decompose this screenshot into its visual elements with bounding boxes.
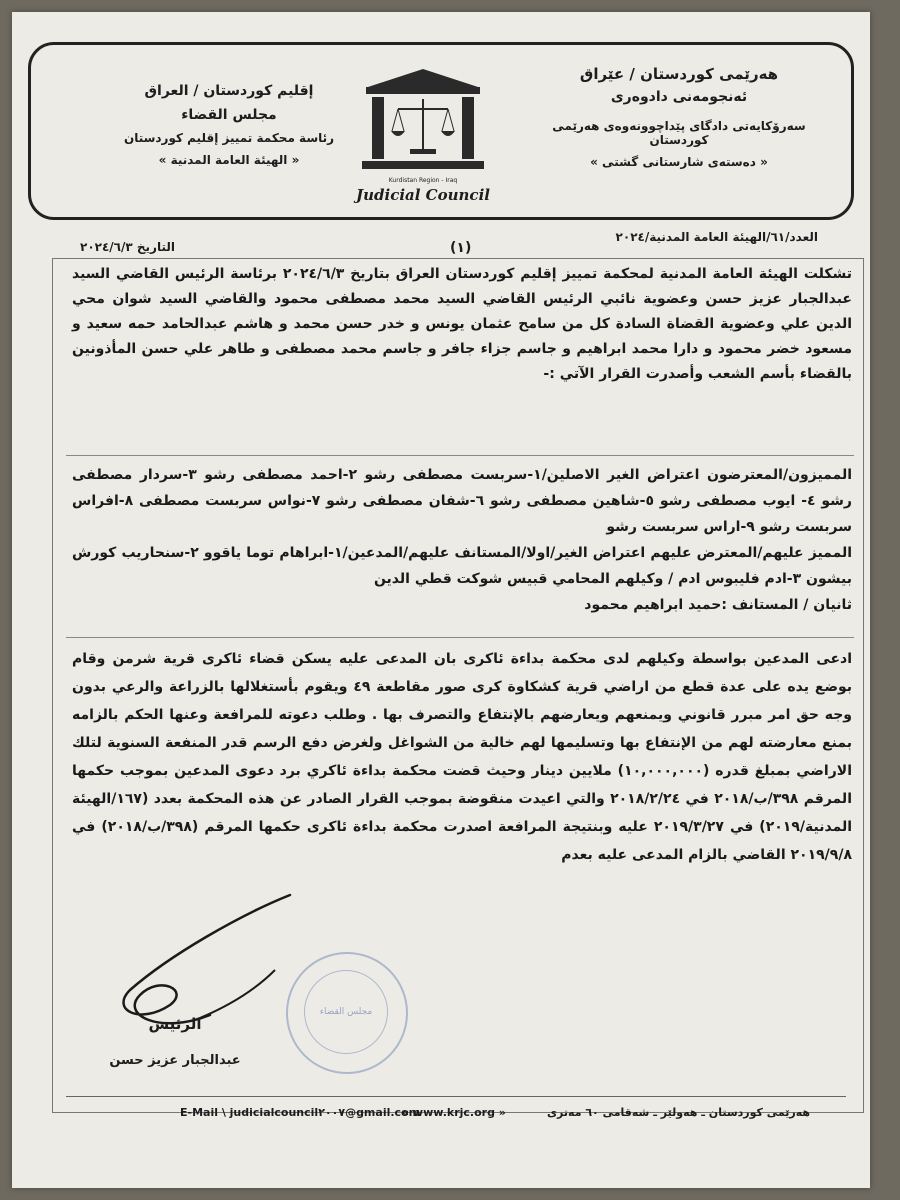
footer-address: هەرێمی کوردستان ـ هەولێر ـ شەقامی ٦٠ مەتری: [546, 1106, 810, 1119]
signer-block: [100, 1015, 250, 1068]
divider: [66, 455, 854, 456]
emblem-region-text: Kurdistan Region - Iraq: [388, 177, 458, 184]
arabic-council-title: مجلس القضاء: [181, 107, 277, 123]
kurdish-council-title: ئەنجومەنی دادوەری: [610, 89, 748, 105]
letterhead-kurdish: [529, 59, 829, 169]
footer-divider: [66, 1096, 846, 1097]
page-number: (١): [450, 240, 472, 256]
arabic-court-title: رئاسة محكمة تمييز إقليم كوردستان: [123, 131, 335, 145]
footer-website: « www.krjc.org »: [402, 1106, 506, 1119]
respondents-text: المميز عليهم/المعترض عليهم اعتراض الغير/اولا/المستانف عليهم/المدعين/١-ابراهام توما ياقوو ٢-سنحاريب كورش بيشون ٣-ادم فليبوس ادم / وكيلهم المحامي قبيس شوكت قطي الدين: [72, 545, 853, 587]
court-stamp: [286, 952, 408, 1074]
kurdish-court-title: سەرۆکایەتی دادگای پێداچوونەوەی هەرێمی کوردستان: [552, 119, 806, 147]
signer-name: عبدالجبار عزيز حسن: [109, 1053, 241, 1068]
divider: [66, 637, 854, 638]
kurdish-panel-title: « دەستەی شارستانی گشتی »: [590, 155, 768, 169]
courthouse-icon: [358, 65, 488, 175]
letterhead: [28, 42, 854, 220]
kurdish-region-title: هەرێمی کوردستان / عێراق: [579, 65, 779, 83]
judicial-council-emblem: [338, 65, 508, 215]
footer: [150, 1106, 850, 1126]
paragraph-claim: [72, 645, 852, 869]
second-appellant-text: ثانيان / المستانف :حميد ابراهيم محمود: [584, 597, 852, 613]
document-date: التاريخ ٢٠٢٤/٦/٣: [80, 240, 175, 254]
reference-number: العدد/٦١/الهيئة العامة المدنية/٢٠٢٤: [615, 230, 818, 244]
appellants-text: المميزون/المعترضون اعتراض الغير الاصلين/١-سربست مصطفى رشو ٢-احمد مصطفى رشو ٣-سردار مصطفى رشو ٤- ايوب مصطفى رشو ٥-شاهين مصطفى رشو ٦-شفان مصطفى رشو ٧-نواس سربست مصطفى ٨-افراس سربست رشو ٩-اراس سربست رشو: [72, 467, 852, 535]
signer-title: الرئيس: [148, 1015, 202, 1033]
emblem-council-text: Judicial Council: [356, 186, 490, 204]
footer-email: E-Mail \ judicialcouncil٢٠٠٧@gmail.com: [180, 1106, 421, 1119]
claim-text: ادعى المدعين بواسطة وكيلهم لدى محكمة بداءة ئاكرى بان المدعى عليه يسكن قضاء ئاكرى قرية شرمن وقام بوضع يده على عدة قطع من اراضي قرية كشكاوة كرى صور مقاطعة ٤٩ ويقوم بأستغلالها بالزراعة والرعي بدون وجه حق امر مبرر قانوني ويمنعهم ويعارضهم بالإنتفاع والتصرف بها . وطلب دعوته للمرافعة وعنها الحكم بالزامه بمنع معارضته لهم من الإنتفاع بها وتسليمها لهم خالية من الشواغل ولغرض دفع الرسم قدر المنفعة السنوية لتلك الاراضي بمبلغ قدره (١٠,٠٠٠,٠٠٠) ملايين دينار وحيث قضت محكمة بداءة ئاكري برد دعوى المدعين بموجب حكمها المرقم ٣٩٨/ب/٢٠١٨ في ٢٠١٨/٢/٢٤ والتي اعيدت منقوضة بموجب القرار الصادر عن هذه المحكمة بعدد (١٦٧/الهيئة المدنية/٢٠١٩) في ٢٠١٩/٣/٢٧ عليه وبنتيجة المرافعة اصدرت محكمة بداءة ئاكرى حكمها المرقم (٣٩٨/ب/٢٠١٨) في ٢٠١٩/٩/٨ القاضي بالزام المدعى عليه بعدم: [72, 651, 853, 863]
paragraph-panel-composition: [72, 262, 852, 387]
arabic-region-title: إقليم كوردستان / العراق: [144, 83, 314, 99]
court-stamp-center: مجلس القضاء: [304, 970, 388, 1054]
letterhead-arabic: [109, 75, 349, 167]
panel-composition-text: تشكلت الهيئة العامة المدنية لمحكمة تمييز إقليم كوردستان العراق بتاريخ ٢٠٢٤/٦/٣ برئاسة الرئيس القاضي السيد عبدالجبار عزيز حسن وعضوية نائبي الرئيس القاضي السيد محمد مصطفى محمود والقاضي السيد شوان محي الدين علي وعضوية القضاة السادة كل من سامح عثمان يونس و خدر حسن محمد و هاشم عبدالحامد حمه سعيد و مسعود خضر محمود و دارا محمد ابراهيم و جاسم جزاء جافر و جاسم محمد مصطفى و طاهر علي حسن المأذونين بالقضاء بأسم الشعب وأصدرت القرار الآتي :-: [72, 266, 852, 382]
arabic-panel-title: « الهيئة العامة المدنية »: [158, 153, 300, 167]
paragraph-parties: [72, 462, 852, 618]
